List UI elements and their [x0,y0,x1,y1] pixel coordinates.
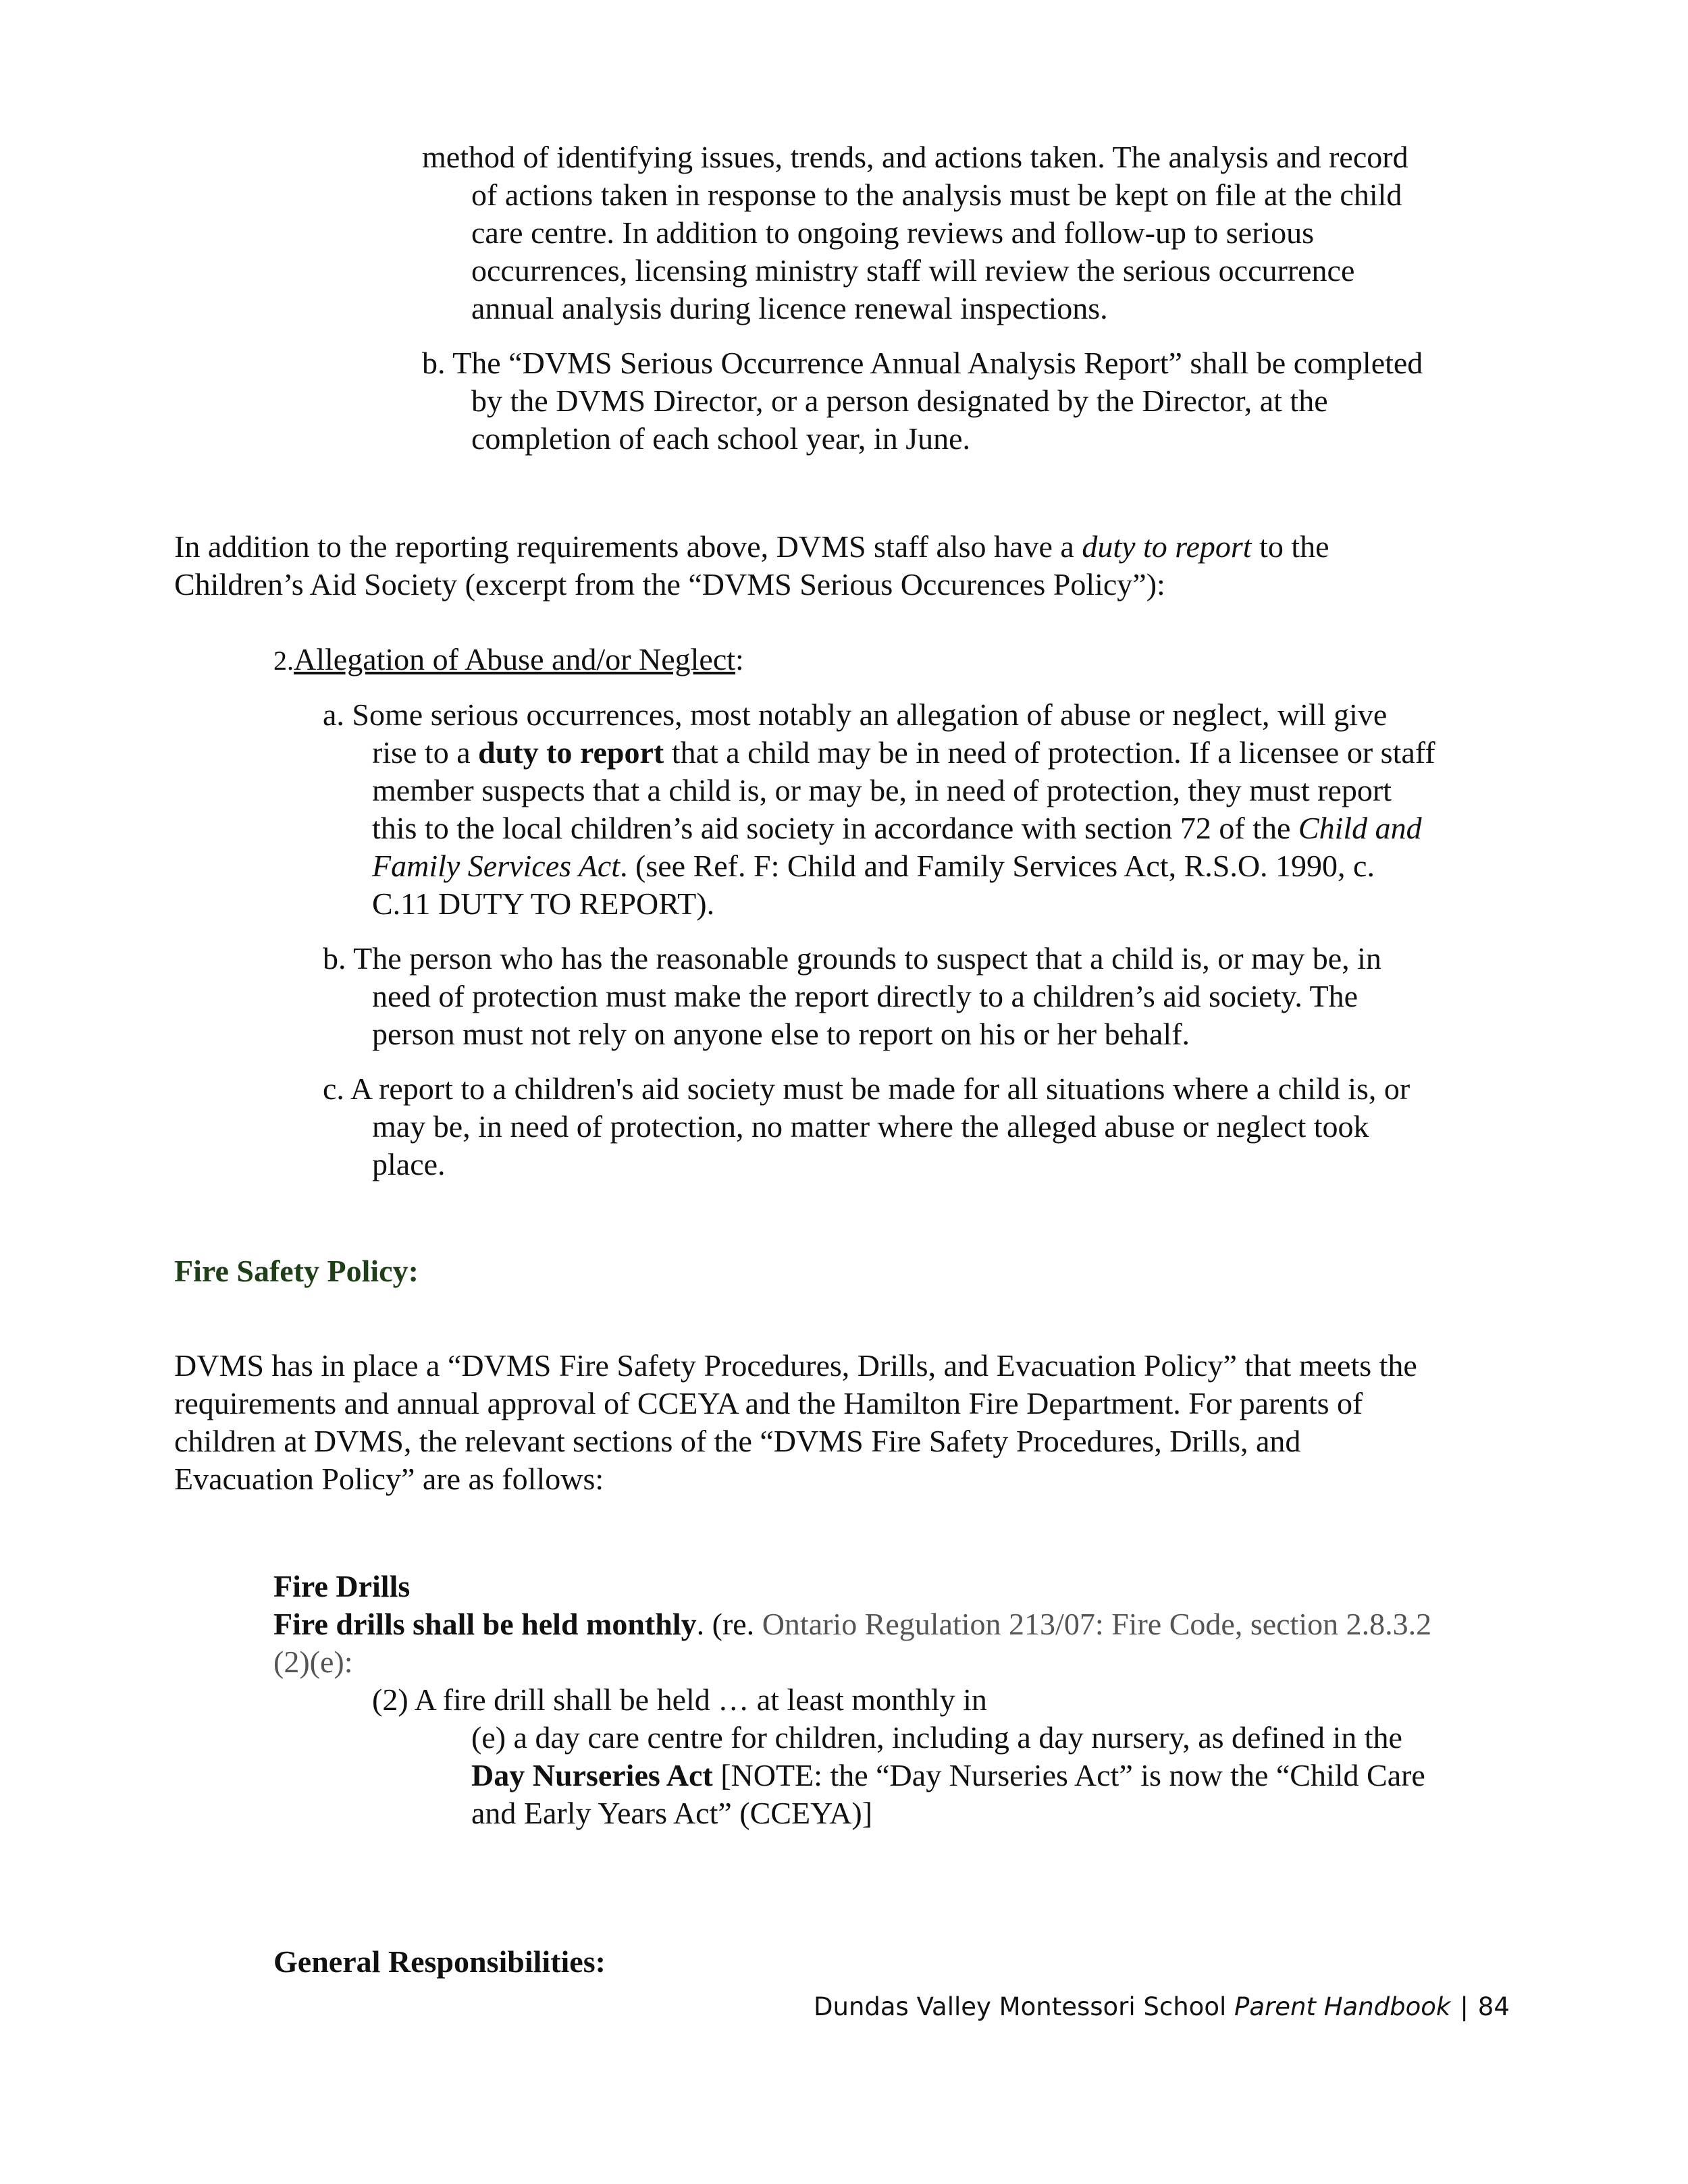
section-heading [273,641,744,680]
text-line: person must not rely on anyone else to report on his or her behalf. [372,1017,1190,1051]
text-span: . (re. [696,1607,762,1641]
text-line: care centre. In addition to ongoing reviews and follow-up to serious [471,215,1315,250]
text-line: and Early Years Act” (CCEYA)] [471,1796,873,1830]
text-line: (2) A fire drill shall be held … at least monthly in [372,1682,987,1717]
text-line: requirements and annual approval of CCEYA and the Hamilton Fire Department. For parents of [174,1386,1363,1420]
text-line: annual analysis during licence renewal inspections. [471,291,1108,325]
text-span: . (see Ref. F: Child and Family Services Act, R.S.O. 1990, c. [620,849,1375,883]
text-line: need of protection must make the report directly to a children’s aid society. The [372,979,1359,1013]
text-line: Evacuation Policy” are as follows: [174,1462,604,1496]
fire-safety-heading: Fire Safety Policy: [174,1254,419,1288]
text-line [372,734,1435,772]
bold-text: Fire drills shall be held monthly [273,1607,697,1641]
text-line: occurrences, licensing ministry staff will review the serious occurrence [471,253,1355,288]
text-line: place. [372,1147,446,1181]
footer-handbook-title: Parent Handbook [1234,1992,1451,2021]
text-line: completion of each school year, in June. [471,421,971,456]
footer-separator: | [1460,1992,1469,2021]
fire-safety-paragraph: DVMS has in place a “DVMS Fire Safety Procedures, Drills, and Evacuation Policy” that meets the [174,1348,1417,1383]
text-line: children at DVMS, the relevant sections of the “DVMS Fire Safety Procedures, Drills, and [174,1424,1301,1458]
list-item-c: c. A report to a children's aid society must be made for all situations where a child is, or [323,1071,1410,1106]
general-responsibilities-heading: General Responsibilities: [273,1944,606,1979]
list-item-a: a. Some serious occurrences, most notably an allegation of abuse or neglect, will give [323,697,1388,732]
text-span: In addition to the reporting requirements above, DVMS staff also have a [174,529,1082,564]
text-span: that a child may be in need of protection. If a licensee or staff [664,735,1435,770]
emphasis-text: duty to report [1082,529,1252,564]
bold-text: Day Nurseries Act [471,1758,713,1792]
text-span: : [735,642,744,676]
text-line [471,1757,1425,1794]
text-line [372,847,1375,885]
text-line: of actions taken in response to the analysis must be kept on file at the child [471,178,1402,212]
text-span: [NOTE: the “Day Nurseries Act” is now the “Child Care [712,1758,1425,1792]
text-line: may be, in need of protection, no matter where the alleged abuse or neglect took [372,1109,1369,1144]
regulation-reference: Ontario Regulation 213/07: Fire Code, section 2.8.3.2 [762,1607,1432,1641]
page-footer [814,1990,1510,2024]
text-line: member suspects that a child is, or may be, in need of protection, they must report [372,773,1392,807]
text-line: (e) a day care centre for children, including a day nursery, as defined in the [471,1720,1402,1755]
text-line [273,1605,1431,1643]
section-number: 2. [273,645,294,676]
italic-text: Family Services Act [372,849,621,883]
text-line: by the DVMS Director, or a person designated by the Director, at the [471,383,1328,418]
footer-school-name: Dundas Valley Montessori School [814,1992,1235,2021]
text-span: this to the local children’s aid society in accordance with section 72 of the [372,811,1298,845]
text-line: C.11 DUTY TO REPORT). [372,886,715,921]
page-number: 84 [1477,1992,1510,2021]
text-line: (2)(e): [273,1645,353,1679]
section-title: Allegation of Abuse and/or Neglect [294,642,736,676]
list-item-b: b. The person who has the reasonable grounds to suspect that a child is, or may be, in [323,941,1381,976]
intro-paragraph [174,528,1329,566]
text-line: Children’s Aid Society (excerpt from the “DVMS Serious Occurences Policy”): [174,567,1165,602]
list-item-b: b. The “DVMS Serious Occurrence Annual Analysis Report” shall be completed [422,346,1423,380]
fire-drills-heading: Fire Drills [273,1569,411,1603]
bold-text: duty to report [478,735,664,770]
text-span: rise to a [372,735,479,770]
italic-text: Child and [1298,811,1422,845]
text-line [372,809,1422,847]
text-span: to the [1251,529,1329,564]
text-line: method of identifying issues, trends, and actions taken. The analysis and record [422,140,1408,174]
